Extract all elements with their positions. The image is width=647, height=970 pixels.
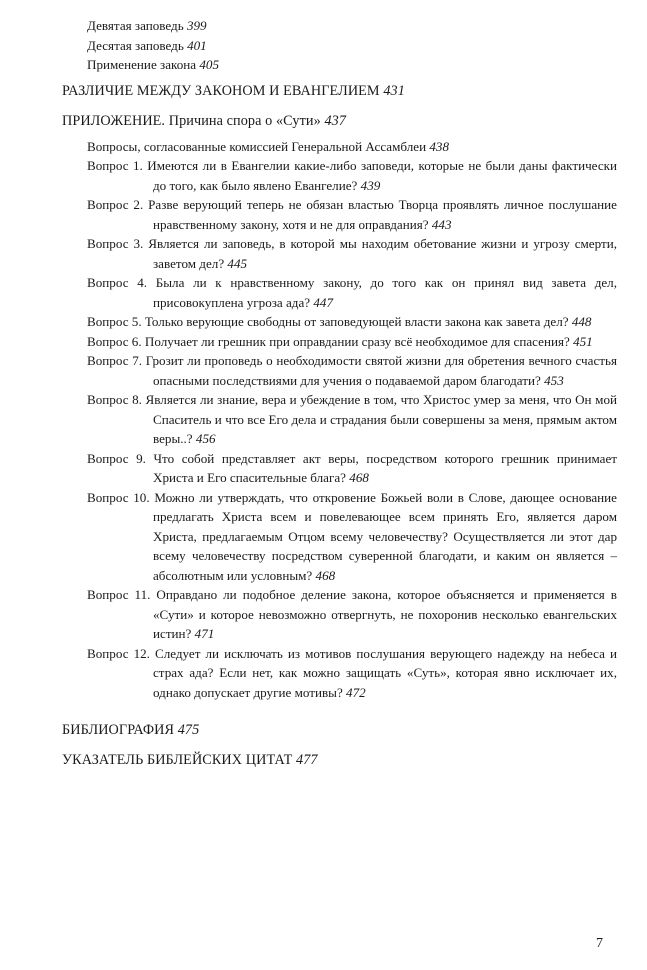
toc-entry: Десятая заповедь 401	[87, 37, 207, 53]
toc-question: Вопрос 12. Следует ли исключать из мотивов послушания верующего надежду на небеса и страх ада? Если нет, как можно защищать «Суть», которая явно исключает их, однако допускает другие мотивы? 472	[87, 645, 617, 700]
toc-question: Вопрос 1. Имеются ли в Евангелии какие-либо заповеди, которые не были даны фактически до того, как было явлено Евангелие? 439	[87, 158, 617, 193]
toc-entry: Применение закона 405	[87, 57, 219, 72]
page-number: 438	[429, 138, 449, 154]
page-number: 448	[571, 314, 592, 329]
toc-section-index: УКАЗАТЕЛЬ БИБЛЕЙСКИХ ЦИТАТ 477	[62, 752, 318, 768]
toc-question: Вопрос 5. Только верующие свободны от заповедующей власти закона как завета дел? 448	[87, 314, 592, 329]
page-number: 443	[431, 216, 452, 232]
page-number: 451	[573, 333, 593, 349]
toc-appendix-intro: Вопросы, согласованные комиссией Генеральной Ассамблеи 438	[87, 138, 449, 154]
toc-question-list	[62, 156, 617, 702]
page-number: 453	[544, 372, 564, 388]
toc-question: Вопрос 4. Была ли к нравственному закону, до того как он принял вид завета дел, присовокуплена угроза ада? 447	[87, 275, 617, 310]
toc-section-bibliography: БИБЛИОГРАФИЯ 475	[62, 722, 200, 738]
page-number: 447	[313, 294, 334, 310]
page-number: 437	[324, 112, 347, 129]
toc-question: Вопрос 9. Что собой представляет акт веры, посредством которого грешник принимает Христа и Его спасительные блага? 468	[87, 450, 617, 485]
toc-question: Вопрос 3. Является ли заповедь, в которой мы находим обетование жизни и угрозу смерти, заветом дел? 445	[87, 236, 617, 271]
page-number: 439	[360, 177, 381, 193]
page-number: 401	[187, 37, 207, 53]
toc-section-appendix: ПРИЛОЖЕНИЕ. Причина спора о «Сути» 437	[62, 112, 347, 129]
toc-section-distinction: РАЗЛИЧИЕ МЕЖДУ ЗАКОНОМ И ЕВАНГЕЛИЕМ 431	[62, 82, 405, 99]
page-number: 468	[349, 470, 369, 485]
toc-question: Вопрос 2. Разве верующий теперь не обязан властью Творца проявлять личное послушание нравственному закону, хотя и не для оправдания? 443	[87, 197, 617, 232]
page-number: 477	[296, 752, 318, 768]
spacer	[62, 702, 617, 710]
toc-top-entries	[62, 16, 617, 75]
page-number: 471	[194, 626, 215, 641]
page-number: 431	[383, 82, 405, 99]
toc-question: Вопрос 10. Можно ли утверждать, что откровение Божьей воли в Слове, дающее основание предлагать Христа всем и повелевающее всем принять Его, является даром Христа, предлагаемым Отцом всему человечеству? Осуществляется ли этот дар всему человечеству посредством суверенной благодати, и каким он является – абсолютным или условным? 468	[87, 489, 617, 583]
page-number: 472	[346, 684, 366, 700]
page-number: 445	[227, 255, 248, 271]
page-number: 399	[186, 18, 207, 33]
toc-entry: Девятая заповедь 399	[87, 18, 207, 33]
page-folio: 7	[596, 936, 603, 951]
toc-question: Вопрос 6. Получает ли грешник при оправдании сразу всё необходимое для спасения? 451	[87, 333, 593, 349]
page-number: 475	[177, 722, 200, 738]
toc-question: Вопрос 7. Грозит ли проповедь о необходимости святой жизни для обретения вечного счастья опасными последствиями для учения о подаваемой даром благодати? 453	[87, 353, 617, 388]
toc-question: Вопрос 11. Оправдано ли подобное деление закона, которое объясняется и применяется в «Сути» и которое невозможно отвергнуть, не похоронив несколько евангельских истин? 471	[87, 587, 617, 641]
page-number: 456	[195, 431, 216, 446]
page-number: 468	[315, 567, 336, 583]
page-number: 405	[199, 57, 219, 72]
toc-question: Вопрос 8. Является ли знание, вера и убеждение в том, что Христос умер за меня, что Он мой Спаситель и что все Его дела и страдания были совершены за меня, прямым актом веры..? 456	[87, 392, 617, 446]
